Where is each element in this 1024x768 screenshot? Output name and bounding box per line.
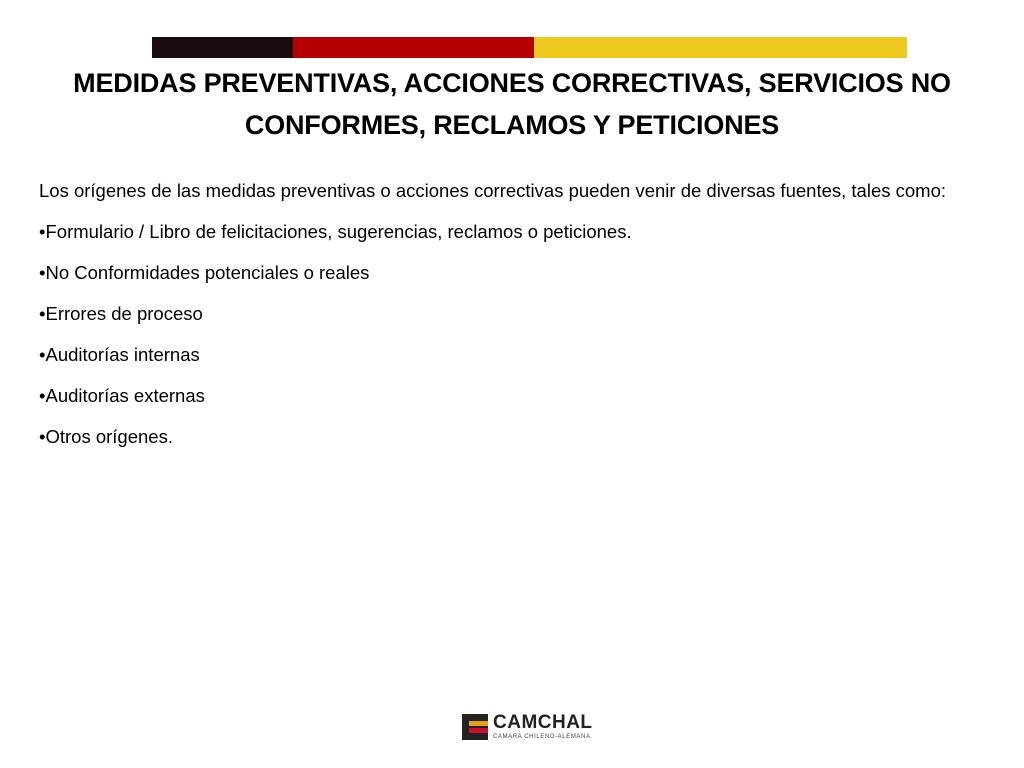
camchal-logo-icon [462, 714, 488, 740]
slide-title: MEDIDAS PREVENTIVAS, ACCIONES CORRECTIVAS, SERVICIOS NO CONFORMES, RECLAMOS Y PETICIONES [73, 68, 951, 140]
origins-list [39, 211, 999, 457]
flag-stripe-black [152, 37, 293, 58]
flag-stripe-red [293, 37, 534, 58]
logo-name: CAMCHAL [493, 712, 593, 733]
list-item: •No Conformidades potenciales o reales [39, 262, 370, 283]
flag-stripe-gold [534, 37, 907, 58]
list-item: •Auditorías externas [39, 385, 205, 406]
list-item: •Errores de proceso [39, 303, 203, 324]
intro-paragraph: Los orígenes de las medidas preventivas o acciones correctivas pueden venir de diversas fuentes, tales como: [39, 180, 946, 201]
camchal-logo [462, 712, 593, 744]
slide-body [39, 170, 999, 457]
logo-subtitle: CAMARA CHILENO-ALEMANA [493, 734, 591, 740]
list-item: •Auditorías internas [39, 344, 200, 365]
list-item: •Otros orígenes. [39, 426, 173, 447]
flag-stripe-bar [152, 37, 907, 58]
list-item: •Formulario / Libro de felicitaciones, sugerencias, reclamos o peticiones. [39, 221, 632, 242]
